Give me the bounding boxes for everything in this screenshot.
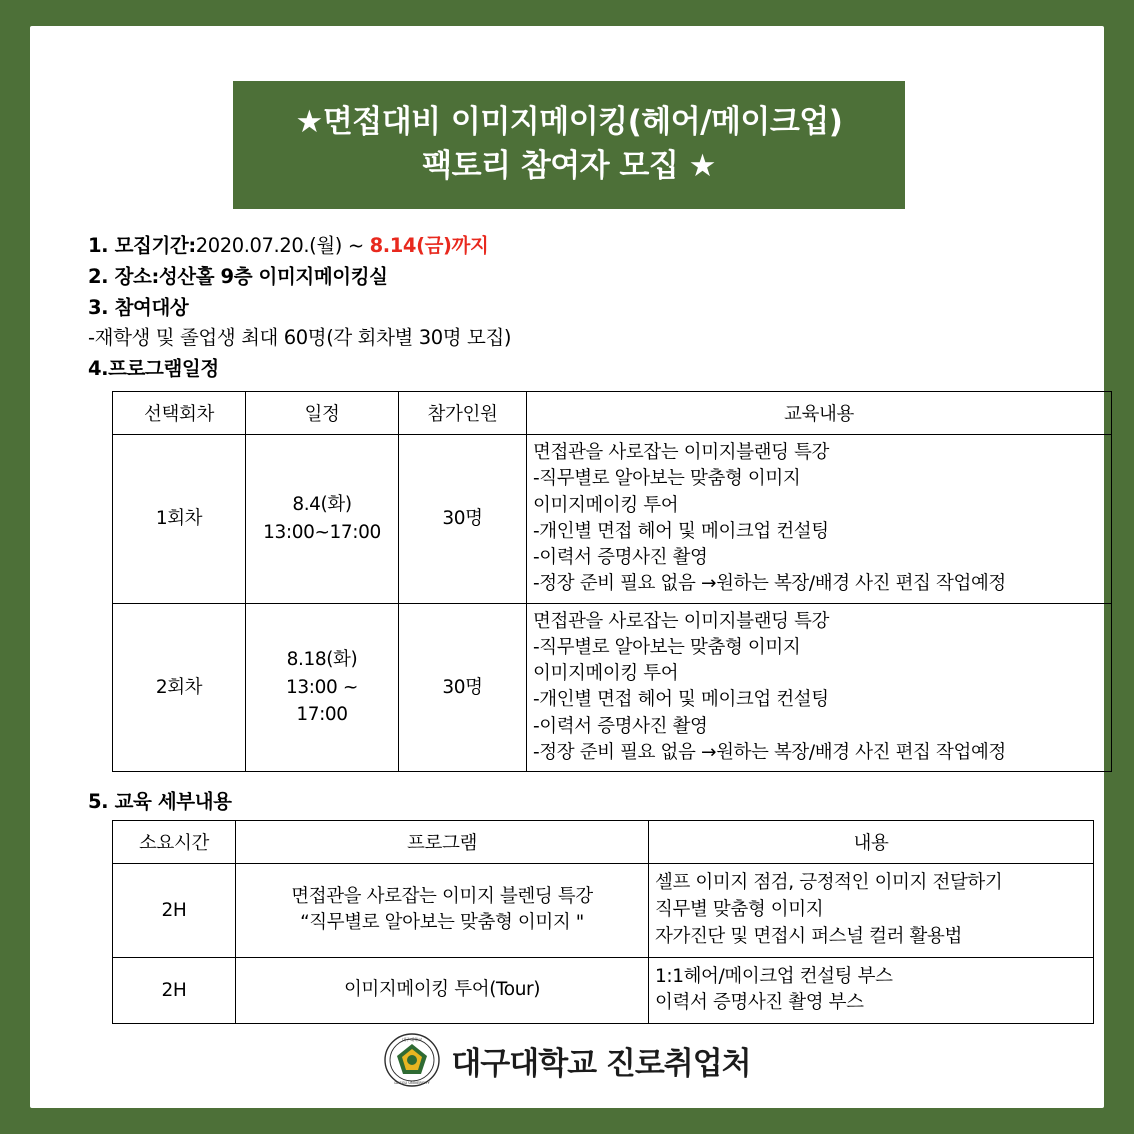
table-row: [113, 603, 1112, 772]
table-row: [113, 864, 1094, 957]
schedule-details-2-line-1: 면접관을 사로잡는 이미지블랜딩 특강: [533, 610, 829, 632]
schedule-date-1-line-1: 8.4(화): [292, 494, 352, 516]
detail-program-1-line-1: 면접관을 사로잡는 이미지 블렌딩 특강: [291, 885, 593, 907]
schedule-round-1: 1회차: [113, 434, 246, 603]
detail-content-1-line-2: 직무별 맞춤형 이미지: [655, 898, 824, 920]
svg-text:DAEGU UNIVERSITY: DAEGU UNIVERSITY: [394, 1081, 431, 1085]
schedule-round-2: 2회차: [113, 603, 246, 772]
detail-duration-1: 2H: [113, 864, 236, 957]
schedule-header-round: 선택회차: [113, 391, 246, 434]
title-line-1: ★면접대비 이미지메이킹(헤어/메이크업): [295, 104, 843, 140]
schedule-details-2-line-4: -개인별 면접 헤어 및 메이크업 컨설팅: [533, 689, 829, 711]
detail-content-2-line-1: 1:1헤어/메이크업 컨설팅 부스: [655, 965, 893, 987]
schedule-details-2-line-3: 이미지메이킹 투어: [533, 663, 679, 685]
schedule-date-2: [246, 603, 399, 772]
table-row: [113, 434, 1112, 603]
schedule-date-2-line-3: 17:00: [296, 704, 348, 726]
schedule-header-date: 일정: [246, 391, 399, 434]
schedule-details-2: [527, 603, 1112, 772]
schedule-date-1-line-2: 13:00~17:00: [263, 521, 381, 543]
schedule-capacity-1: 30명: [399, 434, 527, 603]
schedule-details-2-line-6: -정장 준비 필요 없음 →원하는 복장/배경 사진 편집 작업예정: [533, 741, 1006, 763]
schedule-details-2-line-2: -직무별로 알아보는 맞춤형 이미지: [533, 636, 801, 658]
info-item-location: [88, 262, 1082, 293]
info-item-period-value: 2020.07.20.(월) ~: [195, 234, 370, 257]
poster-content: [58, 231, 1082, 1024]
section-label-detail: 5. 교육 세부내용: [88, 790, 232, 814]
schedule-date-2-line-1: 8.18(화): [286, 648, 358, 670]
title-line-2: 팩토리 참여자 모집 ★: [422, 148, 716, 185]
info-item-schedule-heading-text: 4.프로그램일정: [88, 357, 219, 381]
schedule-details-1-line-4: -개인별 면접 헤어 및 메이크업 컨설팅: [533, 520, 829, 542]
info-item-target-text: 3. 참여대상: [88, 295, 189, 319]
schedule-details-2-line-5: -이력서 증명사진 촬영: [533, 715, 708, 737]
schedule-details-1-line-5: -이력서 증명사진 촬영: [533, 547, 708, 569]
detail-content-2: [649, 957, 1094, 1024]
daegu-university-logo-icon: [383, 1032, 441, 1088]
detail-program-2-line-1: 이미지메이킹 투어(Tour): [343, 979, 541, 1001]
schedule-header-capacity: 참가인원: [399, 391, 527, 434]
schedule-date-2-line-2: 13:00 ~: [286, 676, 358, 698]
schedule-details-1-line-6: -정장 준비 필요 없음 →원하는 복장/배경 사진 편집 작업예정: [533, 573, 1006, 595]
detail-table-header-row: [113, 821, 1094, 864]
detail-content-1: [649, 864, 1094, 957]
info-item-period-deadline: 8.14(금)까지: [369, 234, 489, 257]
detail-header-duration: 소요시간: [113, 821, 236, 864]
detail-program-2: [236, 957, 649, 1024]
footer-organization: 대구대학교 진로취업처: [451, 1045, 751, 1082]
schedule-details-1-line-2: -직무별로 알아보는 맞춤형 이미지: [533, 468, 801, 490]
info-list: [88, 231, 1082, 385]
schedule-capacity-2: 30명: [399, 603, 527, 772]
schedule-details-1-line-1: 면접관을 사로잡는 이미지블랜딩 특강: [533, 441, 829, 463]
info-item-target: [88, 293, 1082, 324]
schedule-table: [112, 391, 1112, 772]
poster-inner-panel: [30, 26, 1104, 1108]
schedule-table-header-row: [113, 391, 1112, 434]
detail-content-1-line-1: 셀프 이미지 점검, 긍정적인 이미지 전달하기: [655, 872, 1003, 894]
detail-header-content: 내용: [649, 821, 1094, 864]
detail-program-1-line-2: “직무별로 알아보는 맞춤형 이미지 ": [300, 912, 584, 934]
schedule-details-1-line-3: 이미지메이킹 투어: [533, 494, 679, 516]
detail-table: [112, 820, 1094, 1024]
info-item-target-sub: -재학생 및 졸업생 최대 60명(각 회차별 30명 모집): [88, 326, 512, 350]
svg-text:대구대학교: 대구대학교: [402, 1037, 423, 1042]
info-item-location-text: 2. 장소:성산홀 9층 이미지메이킹실: [88, 264, 388, 288]
footer: [30, 1032, 1104, 1088]
page-title: [233, 81, 905, 209]
detail-program-1: [236, 864, 649, 957]
detail-duration-2: 2H: [113, 957, 236, 1024]
schedule-details-1: [527, 434, 1112, 603]
info-item-schedule-heading: [88, 354, 1082, 385]
info-item-period-label: 1. 모집기간:: [88, 234, 196, 257]
detail-header-program: 프로그램: [236, 821, 649, 864]
detail-content-1-line-3: 자가진단 및 면접시 퍼스널 컬러 활용법: [655, 925, 962, 947]
schedule-header-details: 교육내용: [527, 391, 1112, 434]
detail-content-2-line-2: 이력서 증명사진 촬영 부스: [655, 992, 864, 1014]
table-row: [113, 957, 1094, 1024]
info-item-period: [88, 231, 1082, 262]
schedule-date-1: [246, 434, 399, 603]
